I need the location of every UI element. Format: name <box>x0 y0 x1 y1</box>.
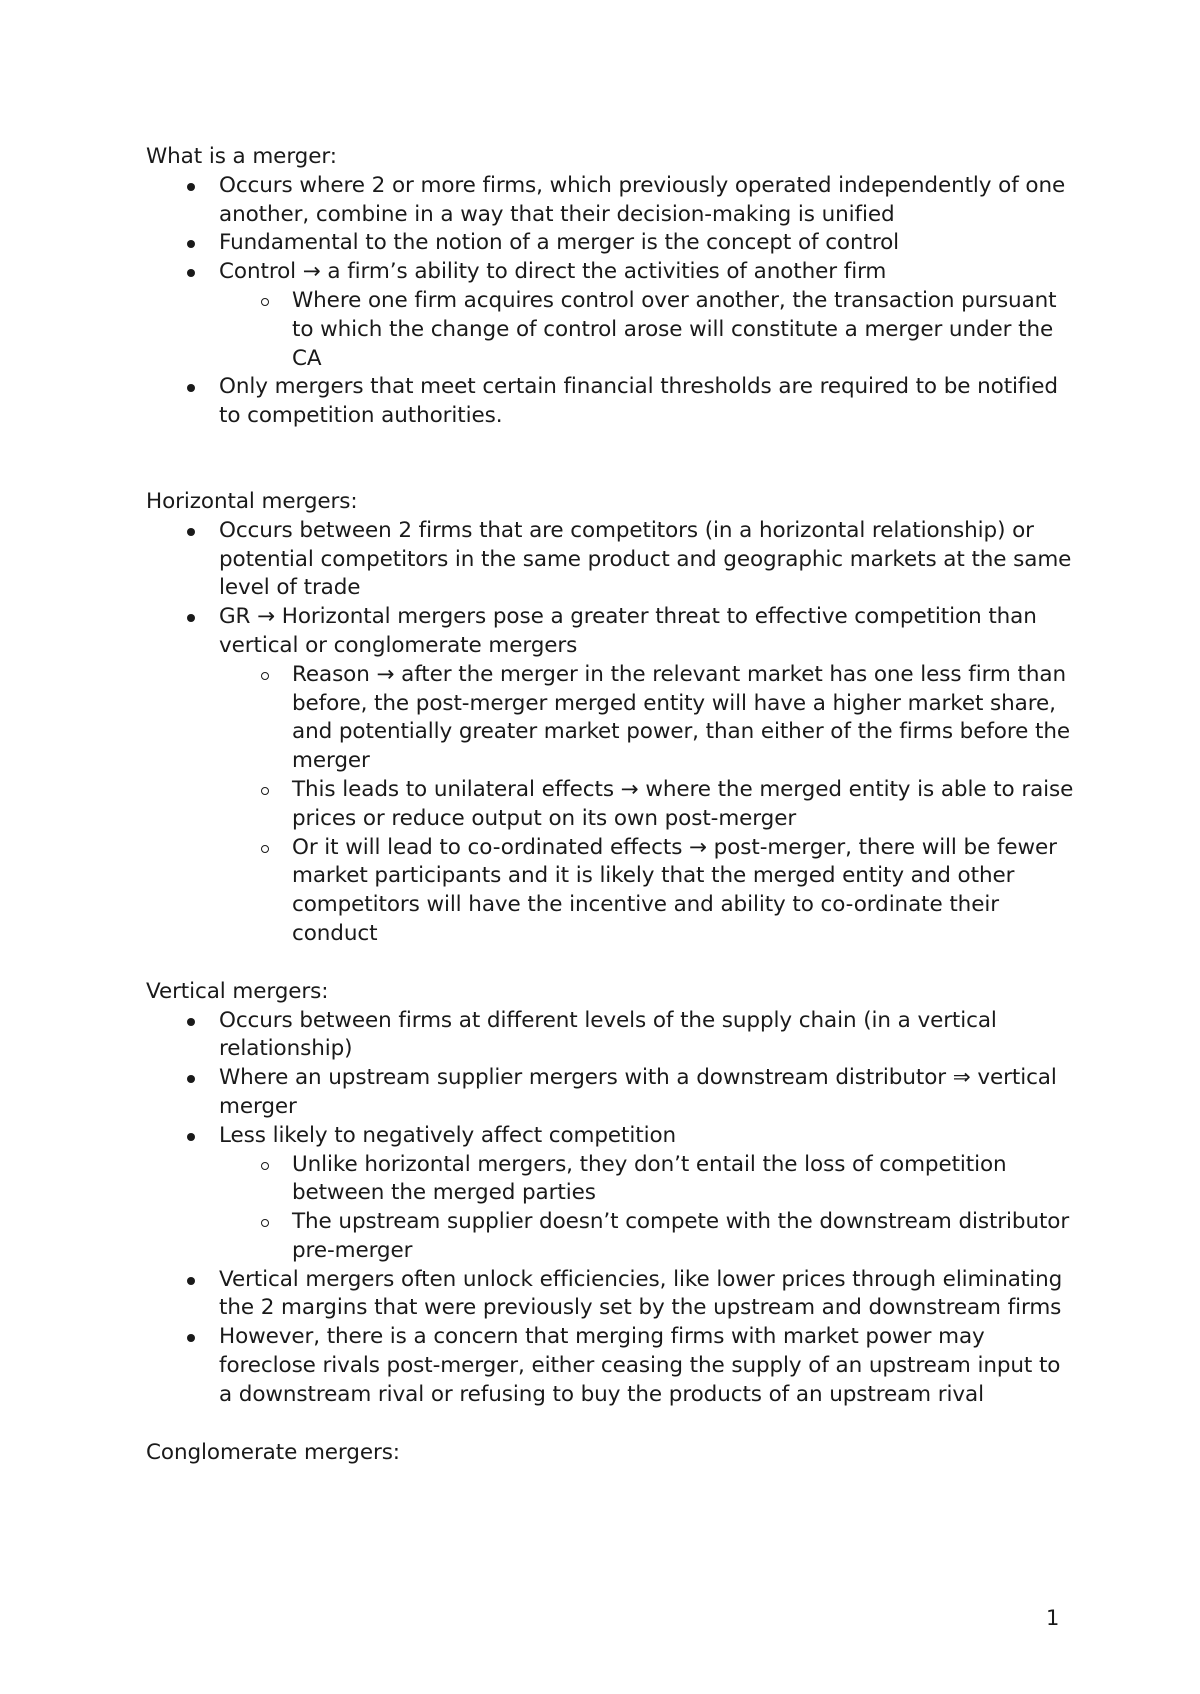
hollow-bullet-icon <box>261 1162 269 1170</box>
sub-list-item-text: Unlike horizontal mergers, they don’t entail the loss of competition between the merged parties <box>292 1151 1007 1206</box>
hollow-bullet-icon <box>261 787 269 795</box>
bullet-icon <box>187 1018 195 1026</box>
hollow-bullet-icon <box>261 672 269 680</box>
list-item <box>146 229 1076 258</box>
list-item <box>146 603 1076 949</box>
page-number: 1 <box>1046 1606 1060 1630</box>
bullet-icon <box>187 183 195 191</box>
bullet-icon <box>187 1075 195 1083</box>
bullet-list <box>146 1007 1076 1410</box>
list-item-text: Vertical mergers often unlock efficiencies, like lower prices through eliminating the 2 margins that were previously set by the upstream and downstream firms <box>219 1266 1063 1321</box>
sub-list-item-text: Or it will lead to co-ordinated effects → post-merger, there will be fewer market participants and it is likely that the merged entity and other competitors will have the incentive and ability to co-ordinate their conduct <box>292 834 1057 946</box>
sub-bullet-list <box>219 661 1076 949</box>
list-item-text: Fundamental to the notion of a merger is the concept of control <box>219 230 900 256</box>
bullet-icon <box>187 1334 195 1342</box>
list-item-text: Occurs between firms at different levels of the supply chain (in a vertical relationship) <box>219 1007 997 1062</box>
sub-list-item-text: The upstream supplier doesn’t compete with the downstream distributor pre-merger <box>292 1209 1070 1263</box>
section-heading: Horizontal mergers: <box>146 488 358 514</box>
bullet-list <box>146 517 1076 949</box>
list-item <box>146 517 1076 603</box>
list-item <box>146 1266 1076 1324</box>
bullet-icon <box>187 1277 195 1285</box>
list-item-text: Occurs where 2 or more firms, which previously operated independently of one another, combine in a way that their decision-making is unified <box>219 172 1066 227</box>
bullet-icon <box>187 384 195 392</box>
list-item <box>146 1323 1076 1409</box>
document-body <box>146 143 1076 1467</box>
sub-list-item <box>219 1208 1076 1266</box>
section-spacer <box>146 431 1076 488</box>
sub-list-item-text: Where one firm acquires control over another, the transaction pursuant to which the change of control arose will constitute a merger under the CA <box>292 287 1057 371</box>
hollow-bullet-icon <box>261 298 269 306</box>
bullet-list <box>146 172 1076 431</box>
sub-list-item-text: This leads to unilateral effects → where the merged entity is able to raise prices or reduce output on its own post-merger <box>292 776 1074 831</box>
sub-list-item <box>219 287 1076 373</box>
sub-bullet-list <box>219 287 1076 373</box>
list-item-text: GR → Horizontal mergers pose a greater threat to effective competition than vertical or conglomerate mergers <box>219 604 1037 658</box>
list-item-text: Less likely to negatively affect competition <box>219 1122 677 1148</box>
bullet-icon <box>187 240 195 248</box>
bullet-icon <box>187 1133 195 1141</box>
sub-list-item <box>219 834 1076 949</box>
hollow-bullet-icon <box>261 845 269 853</box>
section-what-is-a-merger <box>146 143 1076 431</box>
list-item <box>146 1122 1076 1266</box>
list-item <box>146 258 1076 373</box>
list-item-text: Occurs between 2 firms that are competitors (in a horizontal relationship) or potential competitors in the same product and geographic markets at the same level of trade <box>219 517 1072 601</box>
section-heading: Vertical mergers: <box>146 978 329 1004</box>
sub-list-item-text: Reason → after the merger in the relevant market has one less firm than before, the post-merger merged entity will have a higher market share, and potentially greater market power, than either of the firms before the merger <box>292 661 1070 774</box>
sub-list-item <box>219 661 1076 776</box>
list-item-text: Only mergers that meet certain financial thresholds are required to be notified to competition authorities. <box>219 374 1058 429</box>
sub-bullet-list <box>219 1151 1076 1266</box>
list-item <box>146 373 1076 431</box>
sub-list-item <box>219 776 1076 834</box>
section-horizontal-mergers <box>146 488 1076 949</box>
list-item <box>146 1064 1076 1122</box>
bullet-icon <box>187 528 195 536</box>
section-spacer <box>146 1410 1076 1439</box>
section-heading: What is a merger: <box>146 144 337 169</box>
hollow-bullet-icon <box>261 1219 269 1227</box>
bullet-icon <box>187 614 195 622</box>
sub-list-item <box>219 1151 1076 1209</box>
section-heading: Conglomerate mergers: <box>146 1439 400 1465</box>
section-conglomerate-mergers <box>146 1439 1076 1468</box>
list-item-text: Where an upstream supplier mergers with a downstream distributor ⇒ vertical merger <box>219 1065 1057 1119</box>
bullet-icon <box>187 269 195 277</box>
section-spacer <box>146 949 1076 978</box>
list-item-text: However, there is a concern that merging firms with market power may foreclose rivals post-merger, either ceasing the supply of an upstream input to a downstream rival or refusing to buy the products of an upstream rival <box>219 1324 1061 1407</box>
list-item-text: Control → a firm’s ability to direct the activities of another firm <box>219 259 887 285</box>
section-vertical-mergers <box>146 978 1076 1410</box>
list-item <box>146 172 1076 230</box>
list-item <box>146 1007 1076 1065</box>
